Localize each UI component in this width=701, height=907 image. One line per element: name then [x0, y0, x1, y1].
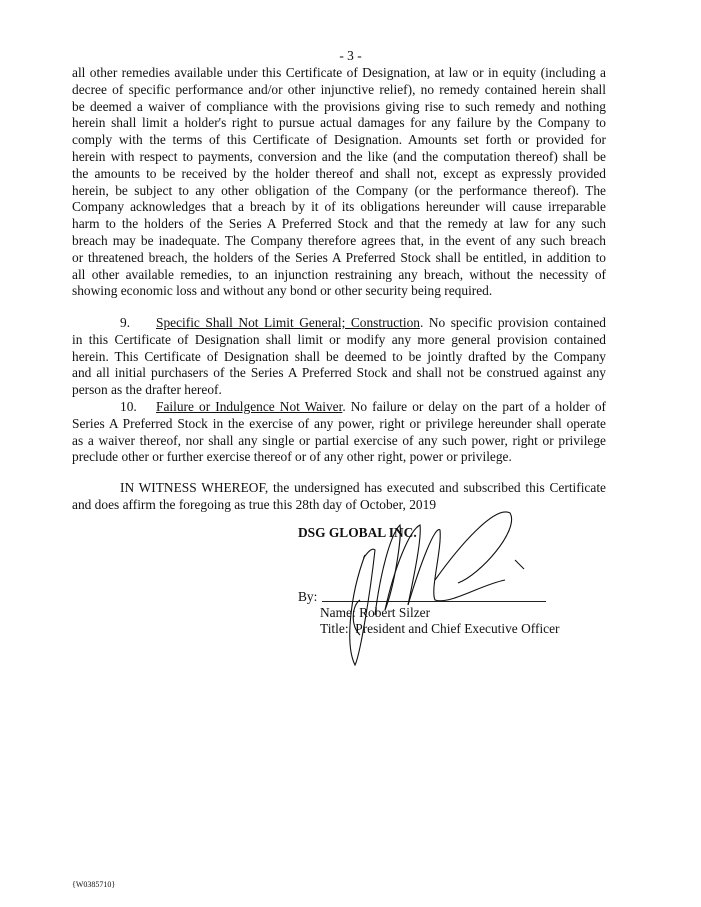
section-number: 9.: [120, 315, 131, 330]
text-line: IN WITNESS WHEREOF, the undersigned has executed and subscribed this Certificate: [120, 480, 606, 495]
section-heading: Failure or Indulgence Not Waiver: [156, 399, 343, 414]
text-line: preclude other or further exercise thereof or of any other right, power or privilege.: [72, 449, 512, 465]
name-label: Name:: [320, 605, 356, 620]
text-line: and all initial purchasers of the Series A Preferred Stock and shall not be construed against any: [72, 365, 606, 381]
text-line: and does affirm the foregoing as true this 28th day of October, 2019: [72, 496, 437, 512]
text-line: person as the drafter hereof.: [72, 382, 222, 398]
text-line: Company acknowledges that a breach by it of its obligations hereunder will cause irreparable: [72, 199, 606, 215]
text-line: harm to the holders of the Series A Preferred Stock and that the remedy at law for any such: [72, 216, 606, 232]
text-line: be deemed a waiver of compliance with the provisions giving rise to such remedy and nothing: [72, 98, 606, 114]
by-label: By:: [298, 589, 318, 604]
signer-title: President and Chief Executive Officer: [355, 621, 560, 636]
document-code: {W0385710}: [72, 880, 116, 889]
signer-name: Robert Silzer: [359, 605, 431, 620]
title-label: Title:: [320, 621, 349, 636]
text-line: decree of specific performance and/or other injunctive relief), no remedy contained herein shall: [72, 81, 606, 97]
handwritten-signature: [340, 505, 540, 675]
section-9: [72, 315, 606, 399]
text-line: as a waiver thereof, nor shall any single or partial exercise of any such power, right or privilege: [72, 432, 606, 448]
text-line: showing economic loss and without any bond or other security being required.: [72, 283, 493, 299]
text-line: or threatened breach, the holders of the Series A Preferred Stock shall be entitled, in addition to: [72, 249, 606, 265]
text-line: . No failure or delay on the part of a holder of: [342, 399, 606, 414]
section-heading: Specific Shall Not Limit General; Construction: [156, 315, 421, 330]
text-line: herein, be subject to any other obligation of the Company (or the performance thereof). The: [72, 182, 606, 198]
company-name: DSG GLOBAL INC.: [298, 525, 417, 540]
text-line: herein shall limit a holder's right to pursue actual damages for any failure by the Company to: [72, 115, 606, 131]
text-line: the amounts to be received by the holder thereof and shall not, except as expressly provided: [72, 165, 606, 181]
section-number: 10.: [120, 399, 137, 414]
text-line: breach may be inadequate. The Company therefore agrees that, in the event of any such breach: [72, 232, 606, 248]
text-line: . No specific provision contained: [420, 315, 606, 330]
text-line: all other available remedies, to an injunction restraining any breach, without the necessity of: [72, 266, 606, 282]
section-10: [72, 399, 606, 466]
text-line: all other remedies available under this Certificate of Designation, at law or in equity (including a: [72, 65, 606, 80]
text-line: Series A Preferred Stock in the exercise of any power, right or privilege hereunder shall operate: [72, 415, 606, 431]
paragraph-remedies: [72, 65, 606, 300]
text-line: comply with the terms of this Certificate of Designation. Amounts set forth or provided for: [72, 132, 606, 148]
text-line: in this Certificate of Designation shall limit or modify any more general provision contained: [72, 331, 606, 347]
text-line: herein. This Certificate of Designation shall be deemed to be jointly drafted by the Company: [72, 348, 606, 364]
page-number: - 3 -: [339, 48, 362, 63]
text-line: herein with respect to payments, conversion and the like (and the computation thereof) shall be: [72, 148, 606, 164]
